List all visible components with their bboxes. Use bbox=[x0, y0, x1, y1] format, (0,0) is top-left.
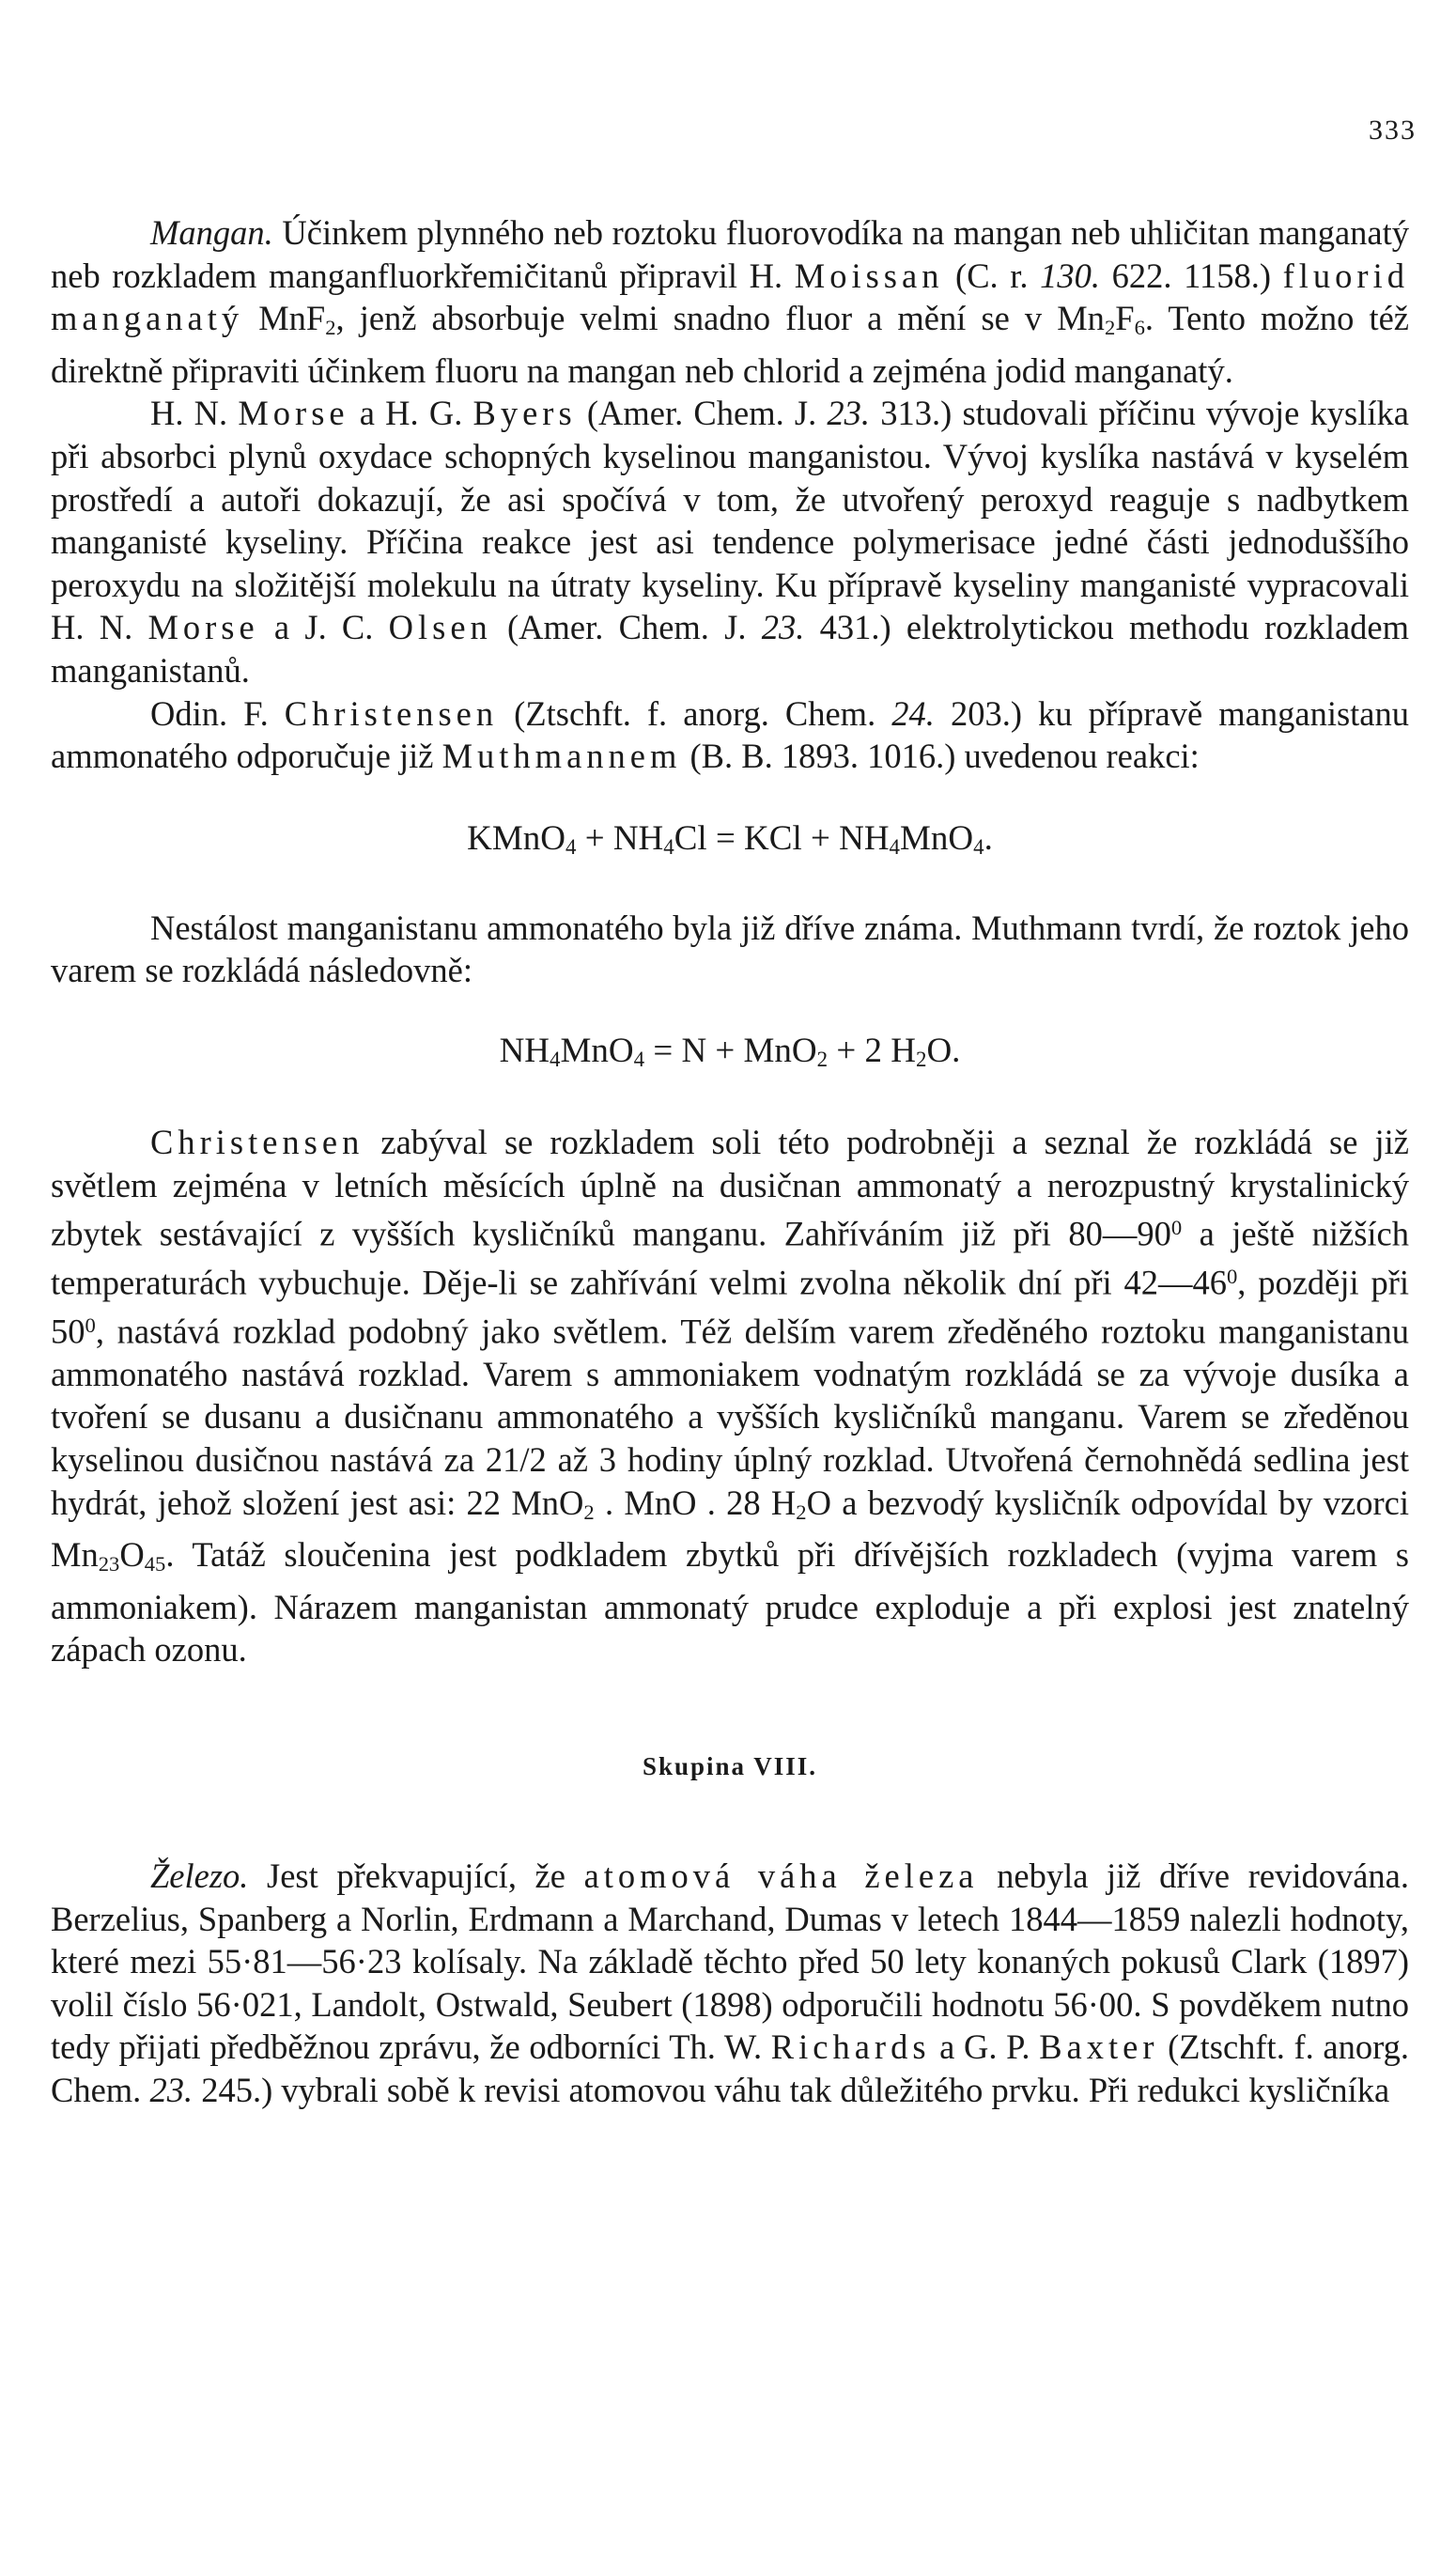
author-muthmann: Muthmannem bbox=[441, 737, 682, 776]
equation-nh4mno4-decomposition: $NH_4MnO_4 = N + MnO_2 + 2$ $H_2O$. bbox=[499, 1031, 961, 1071]
paragraph-christensen: Christensen zabýval se rozkladem soli této podrobněji a seznal že rozkládá se již světlem zejména v letních měsících úplně na dusičnan ammonatý a nerozpustný krystalinický zbytek sestávající z vyšších kysličníků manganu. Zahříváním již při $80—90^0$ a ještě nižších temperaturách vybuchuje. Děje-li se zahřívání velmi zvolna několik dní při $42—46^0$, později při $50^0$, nastává rozklad podobný jako světlem. Též delším varem zředěného roztoku manganistanu ammonatého nastává rozklad. Varem s ammoniakem vodnatým rozkládá se za vývoje dusíka a tvoření se dusanu a dusičnanu ammonatého a vyšších kysličníků manganu. Varem se zředěnou kyselinou dusičnou nastává za 21/2 až 3 hodiny úplný rozklad. Utvořená černohnědá sedlina jest hydrát, jehož složení jest asi: 22 MnO$_2$ . MnO . 28 $H_2O$ a bezvodý kysličník odpovídal by vzorci $Mn_{23}O_{45}$. Tatáž sloučenina jest podkladem zbytků při dřívějších rozkladech (vyjma varem s ammoniakem). Nárazem manganistan ammonatý prudce exploduje a při explosi jest znatelný zápach ozonu. bbox=[51, 1122, 1409, 1670]
section-heading: Skupina VIII. bbox=[642, 1751, 818, 1780]
page-number: 333 bbox=[1369, 115, 1417, 146]
equation-kmno4-nh4cl: KMnO$_4$ + $NH_4Cl$ = KCl + $NH_4MnO_4$. bbox=[467, 818, 993, 859]
author-christensen: Christensen bbox=[150, 1122, 364, 1161]
body-text bbox=[51, 211, 1409, 2112]
author-moissan: Moissan bbox=[794, 256, 944, 295]
author-morse: Morse bbox=[147, 608, 259, 647]
author-christensen: Christensen bbox=[284, 693, 499, 733]
author-byers: Byers bbox=[472, 394, 577, 433]
author-baxter: Baxter bbox=[1039, 2027, 1159, 2067]
paragraph-morse: H. N. Morse a H. G. Byers (Amer. Chem. J. 23. 313.) studovali příčinu vývoje kyslíka při absorbci plynů oxydace schopných kyselinou manganistou. Vývoj kyslíka nastává v kyselém prostředí a autoři dokazují, že asi spočívá v tom, že utvořený peroxyd reaguje s nadbytkem manganisté kyseliny. Příčina reakce jest asi tendence polymerisace jedné části jednoduššího peroxydu na složitější molekulu na útraty kyseliny. Ku přípravě kyseliny manganisté vypracovali H. N. Morse a J. C. Olsen (Amer. Chem. J. 23. 431.) elektrolytickou methodu rozkladem manganistanů. bbox=[51, 394, 1410, 690]
compound-fluorid-manganaty: fluorid manganatý bbox=[51, 256, 1409, 338]
paragraph-odin: Odin. F. Christensen (Ztschft. f. anorg. Chem. 24. 203.) ku přípravě manganistanu ammonatého odporučuje již Muthmannem (B. B. 1893. 1016.) uvedenou reakci: bbox=[51, 693, 1409, 776]
paragraph-lead-zelezo: Železo. bbox=[150, 1856, 249, 1895]
spaced-phrase-atomova-vaha: atomová váha železa bbox=[583, 1856, 979, 1895]
fraction-one-half: 1/2 bbox=[503, 1440, 547, 1480]
paragraph-mangan: Mangan. Účinkem plynného neb roztoku fluorovodíka na mangan neb uhličitan manganatý neb rozkladem manganfluorkřemičitanů připravil H. Moissan (C. r. 130. 622. 1158.) fluorid manganatý MnF$_2$, jenž absorbuje velmi snadno fluor a mění se v $Mn_2F_6$. Tento možno též direktně připraviti účinkem fluoru na mangan neb chlorid a zejména jodid manganatý. bbox=[51, 213, 1409, 390]
author-richards: Richards bbox=[770, 2027, 931, 2067]
paragraph-nestalost: Nestálost manganistanu ammonatého byla již dříve známa. Muthmann tvrdí, že roztok jeho varem se rozkládá následovně: bbox=[51, 908, 1409, 990]
author-morse: Morse bbox=[238, 394, 349, 433]
paragraph-lead-mangan: Mangan. bbox=[150, 213, 273, 252]
author-olsen: Olsen bbox=[388, 608, 492, 647]
paragraph-zelezo: Železo. Jest překvapující, že atomová váha železa nebyla již dříve revidována. Berzelius, Spanberg a Norlin, Erdmann a Marchand, Dumas v letech 1844—1859 nalezli hodnoty, které mezi 55·81—56·23 kolísaly. Na základě těchto před 50 lety konaných pokusů Clark (1897) volil číslo 56·021, Landolt, Ostwald, Seubert (1898) odporučili hodnotu 56·00. S povděkem nutno tedy přijati předběžnou zprávu, že odborníci Th. W. Richards a G. P. Baxter (Ztschft. f. anorg. Chem. 23. 245.) vybrali sobě k revisi atomovou váhu tak důležitého prvku. Při redukci kysličníka bbox=[51, 1856, 1409, 2109]
